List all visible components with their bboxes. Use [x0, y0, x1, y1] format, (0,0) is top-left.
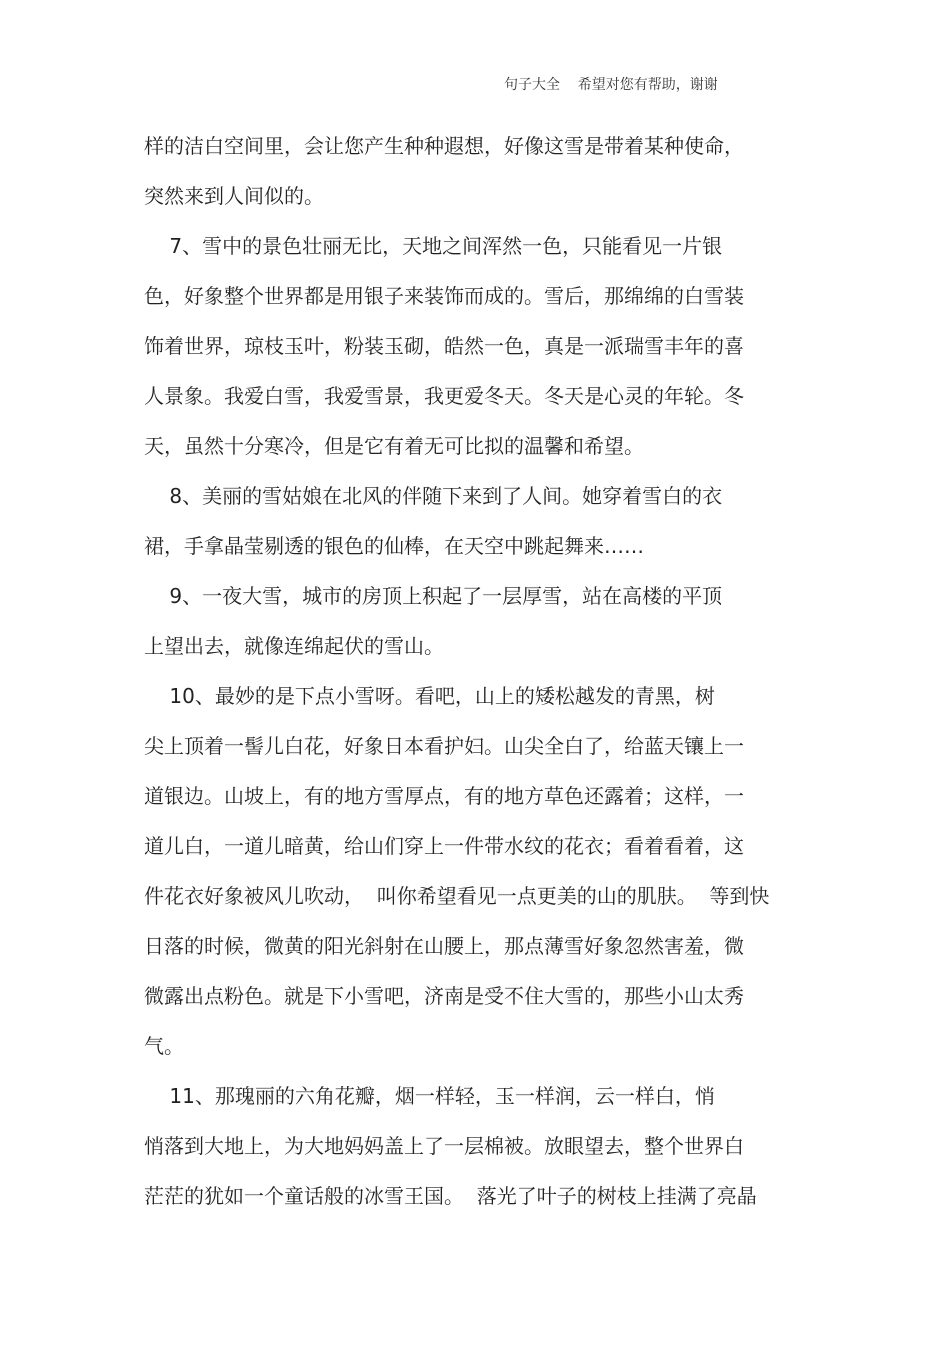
text-line: 件花衣好象被风儿吹动， 叫你希望看见一点更美的山的肌肤。 等到快	[144, 884, 770, 908]
text-line: 饰着世界，琼枝玉叶，粉装玉砌，皓然一色，真是一派瑞雪丰年的喜	[144, 334, 744, 358]
text-line: 裙，手拿晶莹剔透的银色的仙棒，在天空中跳起舞来……	[144, 534, 644, 558]
text-line: 道银边。山坡上，有的地方雪厚点，有的地方草色还露着；这样，一	[144, 784, 744, 808]
text-line: 尖上顶着一髻儿白花，好象日本看护妇。山尖全白了，给蓝天镶上一	[144, 734, 744, 758]
text-line: 气。	[144, 1034, 184, 1058]
text-line: 茫茫的犹如一个童话般的冰雪王国。 落光了叶子的树枝上挂满了亮晶	[144, 1184, 757, 1208]
text-line: 色，好象整个世界都是用银子来装饰而成的。雪后，那绵绵的白雪装	[144, 284, 744, 308]
text-line: 上望出去，就像连绵起伏的雪山。	[144, 634, 444, 658]
text-line: 天，虽然十分寒冷，但是它有着无可比拟的温馨和希望。	[144, 434, 644, 458]
text-line: 样的洁白空间里，会让您产生种种遐想，好像这雪是带着某种使命，	[144, 134, 744, 158]
page-header: 句子大全 希望对您有帮助，谢谢	[504, 77, 718, 93]
text-line: 11、那瑰丽的六角花瓣，烟一样轻，玉一样润，云一样白，悄	[144, 1084, 715, 1108]
text-line: 道儿白，一道儿暗黄，给山们穿上一件带水纹的花衣；看着看着，这	[144, 834, 744, 858]
text-line: 9、一夜大雪，城市的房顶上积起了一层厚雪，站在高楼的平顶	[144, 584, 723, 608]
text-line: 人景象。我爱白雪，我爱雪景，我更爱冬天。冬天是心灵的年轮。冬	[144, 384, 744, 408]
text-line: 突然来到人间似的。	[144, 184, 324, 208]
text-line: 8、美丽的雪姑娘在北风的伴随下来到了人间。她穿着雪白的衣	[144, 484, 723, 508]
text-line: 日落的时候，微黄的阳光斜射在山腰上，那点薄雪好象忽然害羞，微	[144, 934, 744, 958]
text-line: 悄落到大地上，为大地妈妈盖上了一层棉被。放眼望去，整个世界白	[144, 1134, 744, 1158]
text-line: 10、最妙的是下点小雪呀。看吧，山上的矮松越发的青黑，树	[144, 684, 715, 708]
text-line: 7、雪中的景色壮丽无比，天地之间浑然一色，只能看见一片银	[144, 234, 723, 258]
text-line: 微露出点粉色。就是下小雪吧，济南是受不住大雪的，那些小山太秀	[144, 984, 744, 1008]
